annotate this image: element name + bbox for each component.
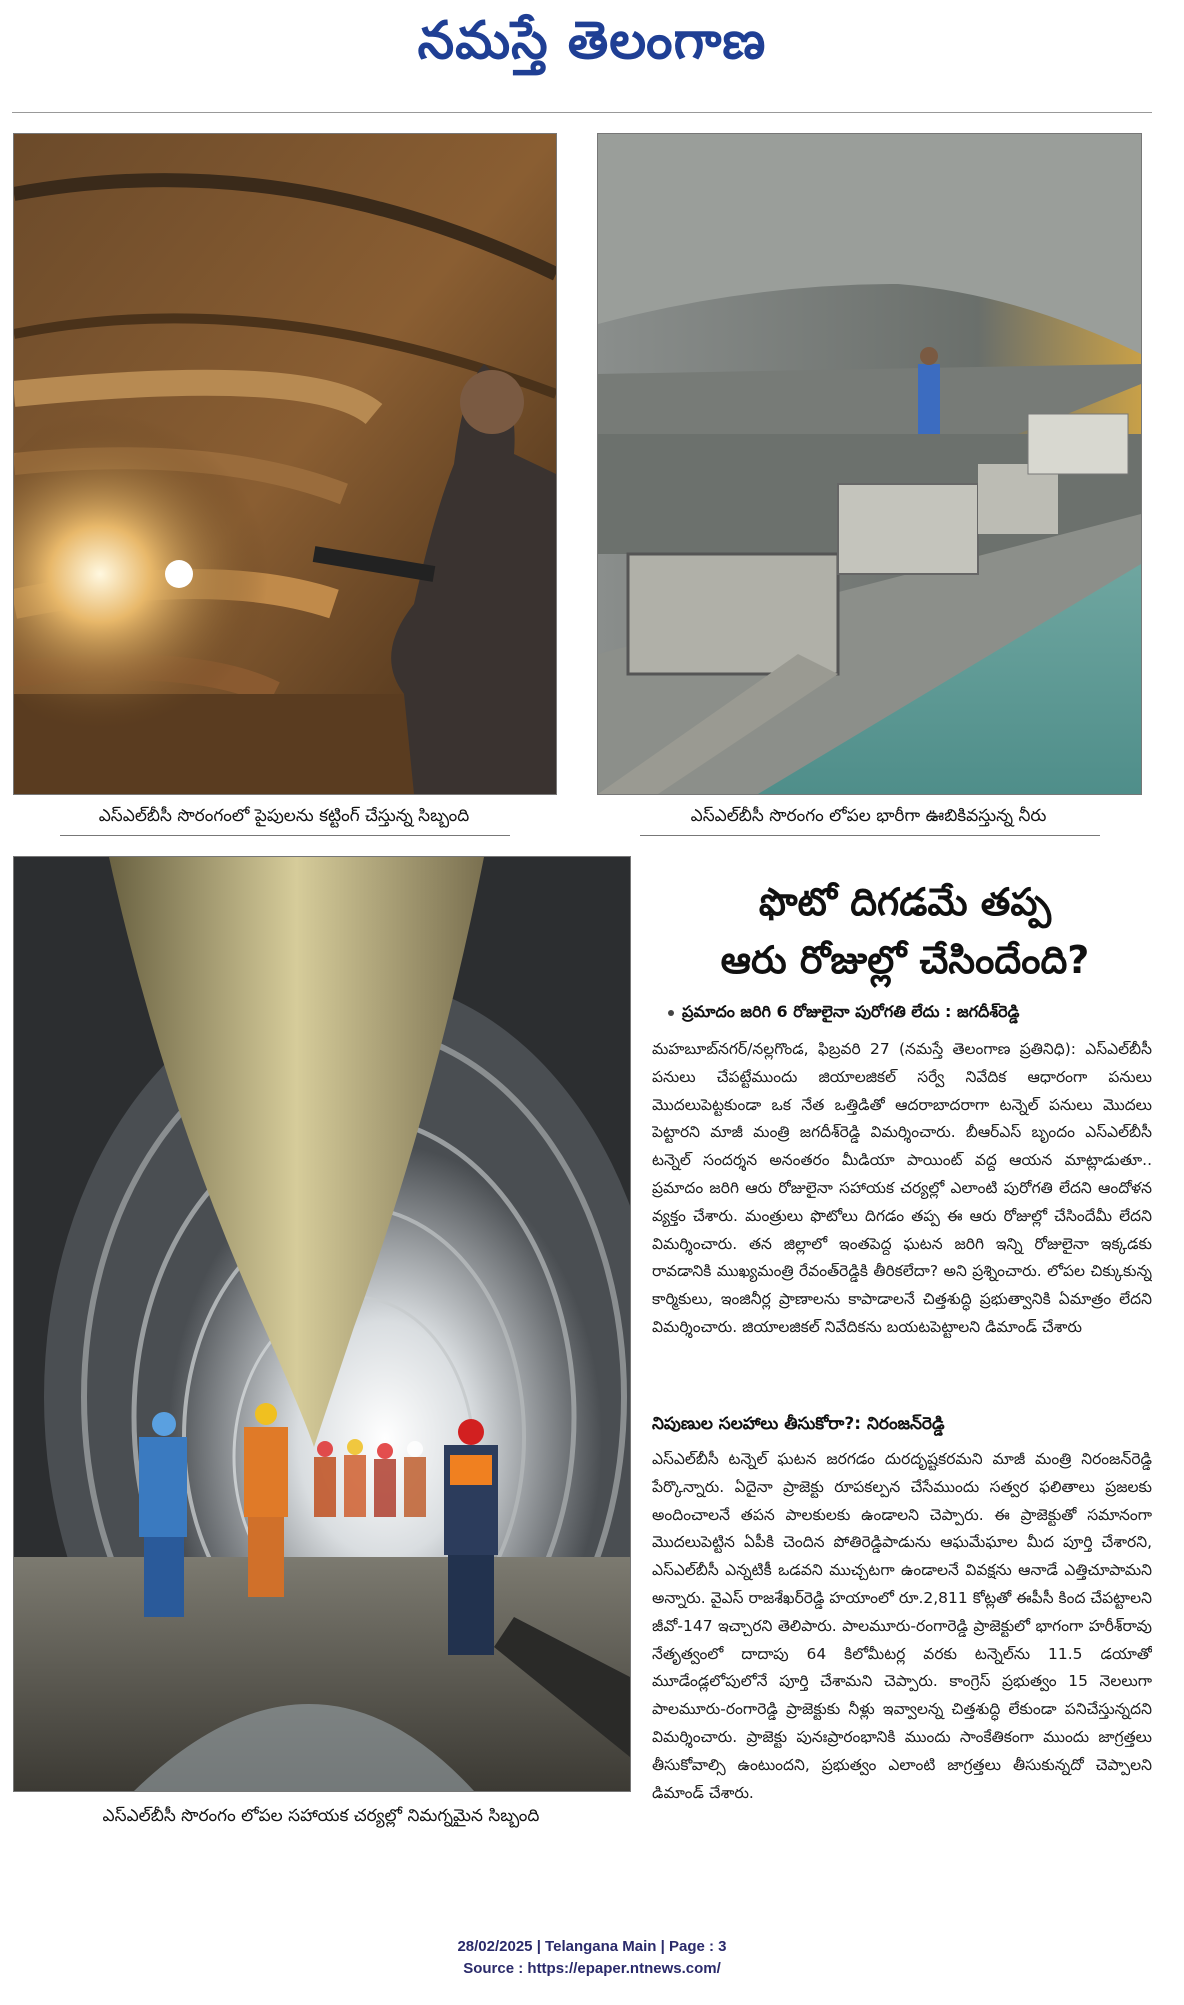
caption-welding: ఎస్ఎల్‌బీసీ సొరంగంలో పైపులను కట్టింగ్ చేస్తున్న సిబ్బంది <box>98 806 470 826</box>
caption-divider <box>640 835 1100 836</box>
caption-rescue: ఎస్ఎల్‌బీసీ సొరంగం లోపల సహాయక చర్యల్లో నిమగ్నమైన సిబ్బంది <box>102 1806 540 1826</box>
headline-line-2: ఆరు రోజుల్లో చేసిందేంది? <box>720 938 1090 982</box>
byline <box>668 1002 1148 1025</box>
article-paragraph-1: మహబూబ్‌నగర్/నల్లగొండ, ఫిబ్రవరి 27 (నమస్తే తెలంగాణ ప్రతినిధి): ఎస్ఎల్‌బీసీ పనులు చేపట్టేముందు జియాలజికల్ సర్వే నివేదిక ఆధారంగా పనులు మొదలుపెట్టకుండా ఒక నేత ఒత్తిడితో ఆదరాబాదరాగా టన్నెల్ పనులు మొదలు పెట్టారని మాజీ మంత్రి జగదీశ్‌రెడ్డి విమర్శించారు. బీఆర్ఎస్ బృందం ఎస్ఎల్‌బీసీ టన్నెల్ సందర్శన అనంతరం మీడియా పాయింట్ వద్ద ఆయన మాట్లాడుతూ.. ప్రమాదం జరిగి ఆరు రోజులైనా సహాయక చర్యల్లో ఎలాంటి పురోగతి లేదని ఆందోళన వ్యక్తం చేశారు. మంత్రులు ఫొటోలు దిగడం తప్ప ఈ ఆరు రోజుల్లో చేసిందేమీ లేదని విమర్శించారు. తన జిల్లాలో ఇంతపెద్ద ఘటన జరిగి ఇన్ని రోజులైనా ఇక్కడకు రావడానికి ముఖ్యమంత్రి రేవంత్‌రెడ్డికి తీరికలేదా? అని ప్రశ్నించారు. లోపల చిక్కుకున్న కార్మికులు, ఇంజినీర్ల ప్రాణాలను కాపాడాలనే చిత్తశుద్ధి ప్రభుత్వానికి ఏమాత్రం లేదని విమర్శించారు. జియాలజికల్ నివేదికను బయటపెట్టాలని డిమాండ్ చేశారు <box>652 1040 1152 1336</box>
photo-welding <box>13 133 557 795</box>
masthead-divider <box>12 112 1152 113</box>
bullet-icon <box>668 1010 674 1016</box>
footer-date: 28/02/2025 | Telangana Main | Page : 3 <box>457 1938 727 1955</box>
photo-rescue-team <box>13 856 631 1792</box>
article-paragraph-2: ఎస్ఎల్‌బీసీ టన్నెల్ ఘటన జరగడం దురదృష్టకరమని మాజీ మంత్రి నిరంజన్‌రెడ్డి పేర్కొన్నారు. ఏదైనా ప్రాజెక్టు రూపకల్పన చేసేముందు సత్వర ఫలితాలు ప్రజలకు అందించాలనే తపన పాలకులకు ఉండాలని చెప్పారు. ఈ ప్రాజెక్టుతో సమానంగా మొదలుపెట్టిన ఏపీకి చెందిన పోతిరెడ్డిపాడును ఆఘమేఘాల మీద పూర్తి చేశారని, ఎస్ఎల్‌బీసీ ఎన్నటికీ ఒడవని ముచ్చటగా ఉండాలనే వివక్షను ఆనాడే ఎత్తిచూపామని అన్నారు. వైఎస్ రాజశేఖర్‌రెడ్డి హయాంలో రూ.2,811 కోట్లతో ఈపీసీ కింద చేపట్టాలని జీవో-147 ఇచ్చారని తెలిపారు. పాలమూరు-రంగారెడ్డి ప్రాజెక్టులో భాగంగా హరీశ్‌రావు నేతృత్వంలో దాదాపు 64 కిలోమీటర్ల వరకు టన్నెల్‌ను 11.5 డయాతో మూడేండ్లలోపులోనే పూర్తి చేశామని చెప్పారు. కాంగ్రెస్ ప్రభుత్వం 15 నెలలుగా పాలమూరు-రంగారెడ్డి ప్రాజెక్టుకు నీళ్లు ఇవ్వాలన్న చిత్తశుద్ధి లేకుండా పనిచేస్తున్నదని విమర్శించారు. ప్రాజెక్టు పునఃప్రారంభానికి ముందు సాంకేతికంగా ముందు జాగ్రత్తలు తీసుకోవాల్సి ఉంటుందని, ప్రభుత్వం ఎలాంటి జాగ్రత్తలు తీసుకున్నదో చెప్పాలని డిమాండ్ చేశారు. <box>652 1450 1152 1802</box>
article-subhead: నిపుణుల సలహాలు తీసుకోరా?: నిరంజన్‌రెడ్డి <box>652 1414 945 1434</box>
footer-source-link[interactable]: Source : https://epaper.ntnews.com/ <box>463 1960 721 1977</box>
masthead-logo: నమస్తే తెలంగాణ <box>417 11 767 71</box>
caption-divider <box>60 835 510 836</box>
photo-water-seepage <box>597 133 1142 795</box>
headline-line-1: ఫొటో దిగడమే తప్ప <box>758 880 1052 924</box>
caption-water: ఎస్ఎల్‌బీసీ సొరంగం లోపల భారీగా ఊబికివస్తున్న నీరు <box>690 806 1047 826</box>
byline-text: ప్రమాదం జరిగి 6 రోజులైనా పురోగతి లేదు : జగదీశ్‌రెడ్డి <box>682 1002 1020 1021</box>
